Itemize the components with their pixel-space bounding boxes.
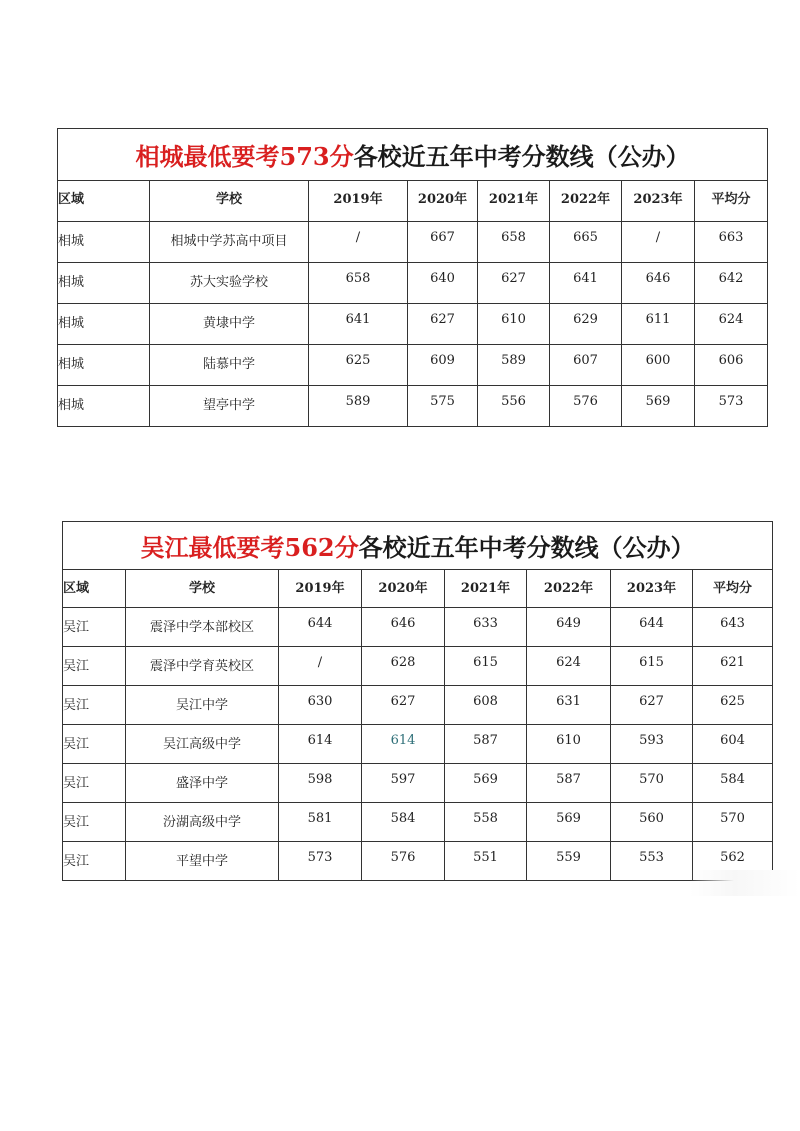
table-cell: 607 — [550, 345, 622, 386]
table-cell: 629 — [550, 304, 622, 345]
table-cell: 615 — [445, 647, 527, 686]
table-cell: 587 — [445, 725, 527, 764]
table-cell: 吴江 — [63, 608, 126, 647]
table-cell: 627 — [611, 686, 693, 725]
table-cell: 587 — [527, 764, 611, 803]
table-cell: 望亭中学 — [150, 386, 309, 427]
table-row — [63, 686, 773, 725]
table-cell: 相城 — [58, 345, 150, 386]
title-highlight: 吴江最低要考562分 — [140, 533, 359, 562]
table-cell: 相城中学苏高中项目 — [150, 222, 309, 263]
table-row — [63, 803, 773, 842]
table-cell: 627 — [408, 304, 478, 345]
table-cell: 593 — [611, 725, 693, 764]
table-cell: 559 — [527, 842, 611, 881]
table-cell: 658 — [478, 222, 550, 263]
table-cell: 627 — [478, 263, 550, 304]
header-cell: 区域 — [58, 181, 150, 222]
table-cell: 597 — [362, 764, 445, 803]
table-cell: 吴江 — [63, 764, 126, 803]
table-cell: 624 — [695, 304, 768, 345]
table-cell: 630 — [279, 686, 362, 725]
table-cell: 584 — [362, 803, 445, 842]
table-row — [58, 345, 768, 386]
table-cell: 663 — [695, 222, 768, 263]
title-rest: 各校近五年中考分数线（公办） — [358, 533, 695, 562]
header-cell: 学校 — [150, 181, 309, 222]
table-cell: 相城 — [58, 222, 150, 263]
header-cell: 2019年 — [309, 181, 408, 222]
table-cell: 614 — [362, 725, 445, 764]
table-cell: 611 — [622, 304, 695, 345]
table-cell: 相城 — [58, 304, 150, 345]
table-cell: / — [622, 222, 695, 263]
table-cell: 吴江 — [63, 647, 126, 686]
table-cell: 658 — [309, 263, 408, 304]
table-cell: 汾湖高级中学 — [126, 803, 279, 842]
table-cell: 581 — [279, 803, 362, 842]
header-cell: 2019年 — [279, 570, 362, 608]
table-cell: 576 — [550, 386, 622, 427]
table-cell: 606 — [695, 345, 768, 386]
table-title — [63, 522, 773, 570]
table-cell: 570 — [611, 764, 693, 803]
table-cell: 576 — [362, 842, 445, 881]
table-row — [63, 725, 773, 764]
table-cell: / — [279, 647, 362, 686]
title-highlight: 相城最低要考573分 — [135, 142, 354, 171]
table-cell: 平望中学 — [126, 842, 279, 881]
table-cell: 604 — [693, 725, 773, 764]
table-cell: 643 — [693, 608, 773, 647]
score-table-xiangcheng — [57, 128, 768, 427]
table-cell: 560 — [611, 803, 693, 842]
table-cell: 667 — [408, 222, 478, 263]
table-cell: 610 — [478, 304, 550, 345]
table-row — [63, 647, 773, 686]
header-cell: 学校 — [126, 570, 279, 608]
table-cell: 584 — [693, 764, 773, 803]
table-cell: 573 — [279, 842, 362, 881]
scan-artifact — [690, 870, 800, 896]
header-cell: 2023年 — [622, 181, 695, 222]
table-cell: 553 — [611, 842, 693, 881]
header-row — [58, 181, 768, 222]
table-cell: 陆慕中学 — [150, 345, 309, 386]
table-cell: 吴江 — [63, 842, 126, 881]
table-cell: 569 — [527, 803, 611, 842]
table-row — [63, 764, 773, 803]
header-cell: 2021年 — [445, 570, 527, 608]
table-cell: 649 — [527, 608, 611, 647]
table-cell: 625 — [693, 686, 773, 725]
table-cell: 641 — [550, 263, 622, 304]
title-rest: 各校近五年中考分数线（公办） — [353, 142, 690, 171]
table-cell: 624 — [527, 647, 611, 686]
table-cell: 苏大实验学校 — [150, 263, 309, 304]
table-cell: 633 — [445, 608, 527, 647]
header-cell: 平均分 — [693, 570, 773, 608]
table-cell: / — [309, 222, 408, 263]
table-cell: 608 — [445, 686, 527, 725]
table-cell: 614 — [279, 725, 362, 764]
table-row — [63, 608, 773, 647]
table-cell: 震泽中学育英校区 — [126, 647, 279, 686]
header-cell: 区域 — [63, 570, 126, 608]
table-cell: 640 — [408, 263, 478, 304]
table-row — [58, 386, 768, 427]
table-cell: 598 — [279, 764, 362, 803]
table-cell: 相城 — [58, 263, 150, 304]
header-cell: 2022年 — [527, 570, 611, 608]
table-cell: 625 — [309, 345, 408, 386]
table-cell: 相城 — [58, 386, 150, 427]
table-cell: 吴江 — [63, 803, 126, 842]
table-cell: 589 — [478, 345, 550, 386]
header-cell: 平均分 — [695, 181, 768, 222]
table-cell: 558 — [445, 803, 527, 842]
table-cell: 627 — [362, 686, 445, 725]
header-cell: 2023年 — [611, 570, 693, 608]
table-cell: 644 — [611, 608, 693, 647]
table-cell: 562 — [693, 842, 773, 881]
table-cell: 646 — [362, 608, 445, 647]
table-cell: 569 — [445, 764, 527, 803]
header-row — [63, 570, 773, 608]
table-cell: 644 — [279, 608, 362, 647]
table-cell: 615 — [611, 647, 693, 686]
table-row — [63, 842, 773, 881]
table-cell: 610 — [527, 725, 611, 764]
table-cell: 吴江 — [63, 686, 126, 725]
table-cell: 吴江高级中学 — [126, 725, 279, 764]
table-cell: 570 — [693, 803, 773, 842]
table-cell: 631 — [527, 686, 611, 725]
header-cell: 2022年 — [550, 181, 622, 222]
table-cell: 吴江中学 — [126, 686, 279, 725]
header-cell: 2021年 — [478, 181, 550, 222]
table-row — [58, 304, 768, 345]
table-cell: 575 — [408, 386, 478, 427]
table-cell: 盛泽中学 — [126, 764, 279, 803]
table-cell: 600 — [622, 345, 695, 386]
table-title — [58, 129, 768, 181]
table-cell: 665 — [550, 222, 622, 263]
table-cell: 628 — [362, 647, 445, 686]
table-cell: 551 — [445, 842, 527, 881]
table-cell: 黄埭中学 — [150, 304, 309, 345]
table-cell: 621 — [693, 647, 773, 686]
table-cell: 吴江 — [63, 725, 126, 764]
table-cell: 609 — [408, 345, 478, 386]
table-cell: 589 — [309, 386, 408, 427]
table-cell: 震泽中学本部校区 — [126, 608, 279, 647]
score-table-wujiang — [62, 521, 773, 881]
table-row — [58, 263, 768, 304]
table-cell: 641 — [309, 304, 408, 345]
header-cell: 2020年 — [362, 570, 445, 608]
table-cell: 646 — [622, 263, 695, 304]
table-cell: 569 — [622, 386, 695, 427]
table-row — [58, 222, 768, 263]
table-cell: 642 — [695, 263, 768, 304]
table-cell: 556 — [478, 386, 550, 427]
header-cell: 2020年 — [408, 181, 478, 222]
table-cell: 573 — [695, 386, 768, 427]
